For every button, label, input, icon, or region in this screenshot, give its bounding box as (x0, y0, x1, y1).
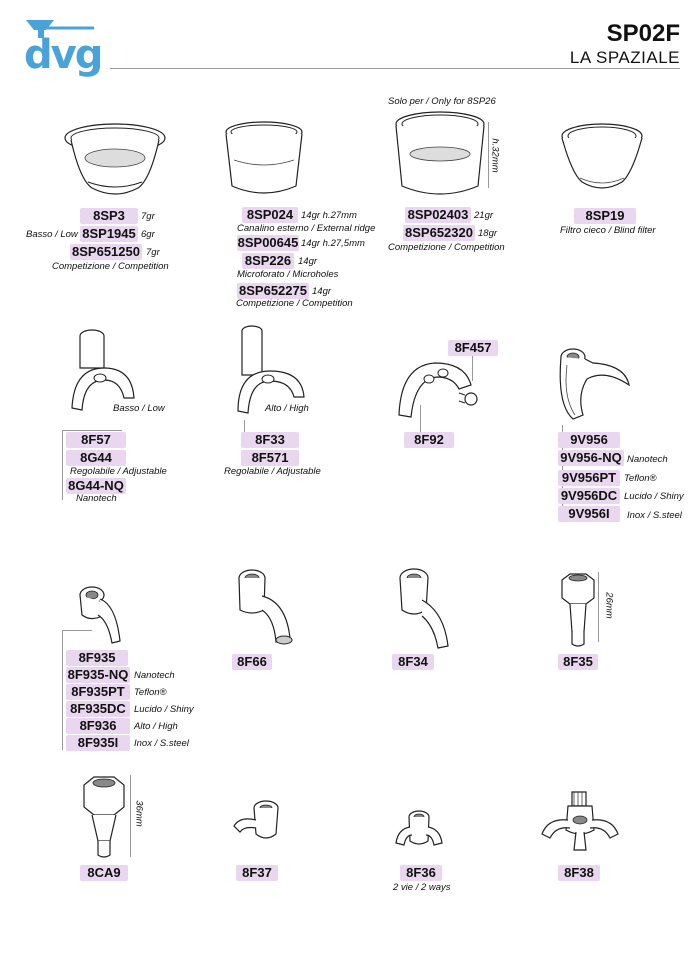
bracket-line (62, 430, 63, 500)
note-blind-filter: Filtro cieco / Blind filter (560, 225, 656, 236)
dim-h32: h.32mm (489, 138, 501, 173)
code-8f571[interactable]: 8F571 (241, 450, 299, 466)
note-inox-2: Inox / S.steel (134, 738, 189, 749)
note-adjustable-1: Regolabile / Adjustable (70, 466, 167, 477)
filter-basket-icon (392, 110, 488, 206)
two-way-spout-icon (392, 805, 446, 855)
code-8f36[interactable]: 8F36 (400, 865, 442, 881)
code-8g44[interactable]: 8G44 (66, 450, 126, 466)
code-8sp024[interactable]: 8SP024 (242, 207, 298, 223)
bracket-top (62, 630, 92, 631)
code-8f457[interactable]: 8F457 (448, 340, 498, 356)
spout-icon (230, 798, 290, 846)
note-8sp3: 7gr (141, 211, 155, 222)
code-8f38[interactable]: 8F38 (558, 865, 600, 881)
code-8sp3[interactable]: 8SP3 (80, 208, 138, 224)
note-microholes: Microforato / Microholes (237, 269, 339, 280)
code-8f935-nq[interactable]: 8F935-NQ (67, 667, 129, 682)
note-8sp1945: 6gr (141, 229, 155, 240)
logo-text: dvg (24, 32, 102, 78)
code-8f37[interactable]: 8F37 (236, 865, 278, 881)
note-alto-high-2: Alto / High (134, 721, 178, 732)
filter-basket-icon (60, 120, 170, 205)
note-inox-1: Inox / S.steel (627, 510, 682, 521)
dim-line-26 (598, 572, 599, 642)
note-8sp651250: 7gr (146, 247, 160, 258)
three-way-spout-icon (538, 790, 622, 854)
code-8sp1945[interactable]: 8SP1945 (80, 226, 138, 242)
nut-adapter-icon (558, 572, 598, 652)
code-8f935[interactable]: 8F935 (66, 650, 128, 666)
leader-8f457 (472, 355, 473, 381)
header-divider (110, 68, 680, 69)
dim-26: 26mm (603, 592, 615, 619)
code-8f66[interactable]: 8F66 (232, 654, 272, 670)
code-8sp652320[interactable]: 8SP652320 (403, 225, 475, 241)
code-9v956[interactable]: 9V956 (558, 432, 620, 448)
code-8sp226[interactable]: 8SP226 (242, 253, 294, 269)
spout-icon (392, 566, 456, 654)
code-8sp19[interactable]: 8SP19 (574, 208, 636, 224)
note-shiny-1: Lucido / Shiny (624, 491, 684, 502)
code-8f935i[interactable]: 8F935I (66, 735, 130, 751)
code-8ca9[interactable]: 8CA9 (80, 865, 128, 881)
code-9v956-nq[interactable]: 9V956-NQ (558, 450, 624, 466)
note-8sp226: 14gr (298, 256, 318, 267)
bracket-top (62, 430, 122, 431)
leader-8f92 (420, 405, 421, 433)
code-8sp02403[interactable]: 8SP02403 (405, 207, 471, 223)
note-8sp02403: 21gr (474, 210, 494, 221)
code-8f935pt[interactable]: 8F935PT (66, 684, 130, 700)
nut-adapter-icon (80, 775, 128, 861)
note-basso: Basso / Low (26, 229, 78, 240)
note-alto-high: Alto / High (265, 403, 309, 414)
code-8f936[interactable]: 8F936 (66, 718, 130, 734)
code-9v956i[interactable]: 9V956I (558, 506, 620, 522)
code-8f35[interactable]: 8F35 (558, 654, 598, 670)
page-title: SP02F (606, 20, 680, 47)
note-nanotech-1: Nanotech (76, 493, 117, 504)
code-8f57[interactable]: 8F57 (66, 432, 126, 448)
logo (24, 18, 102, 80)
note-teflon-1: Teflon® (624, 473, 657, 484)
note-nanotech-2: Nanotech (627, 454, 668, 465)
spout-icon (76, 585, 124, 647)
note-competition-3: Competizione / Competition (388, 242, 505, 253)
code-9v956pt[interactable]: 9V956PT (558, 470, 620, 486)
note-nanotech-3: Nanotech (134, 670, 175, 681)
note-8sp00645: 14gr h.27,5mm (301, 238, 365, 249)
code-8sp651250[interactable]: 8SP651250 (70, 244, 142, 260)
code-8sp652275[interactable]: 8SP652275 (237, 283, 309, 299)
spout-icon (232, 566, 300, 650)
note-8sp024: 14gr h.27mm (301, 210, 357, 221)
note-shiny-2: Lucido / Shiny (134, 704, 194, 715)
note-teflon-2: Teflon® (134, 687, 167, 698)
note-only-for: Solo per / Only for 8SP26 (388, 96, 496, 107)
note-adjustable-2: Regolabile / Adjustable (224, 466, 321, 477)
dim-line-36 (130, 775, 131, 857)
note-8sp652320: 18gr (478, 228, 498, 239)
spout-icon (553, 345, 633, 425)
code-8f33[interactable]: 8F33 (241, 432, 299, 448)
note-2-ways: 2 vie / 2 ways (393, 882, 451, 893)
note-8sp652275: 14gr (312, 286, 332, 297)
note-competition-2: Competizione / Competition (236, 298, 353, 309)
note-basso-low: Basso / Low (113, 403, 165, 414)
code-8sp00645[interactable]: 8SP00645 (237, 235, 299, 250)
page-subtitle: LA SPAZIALE (569, 48, 680, 67)
note-ridge: Canalino esterno / External ridge (237, 223, 376, 234)
code-8f935dc[interactable]: 8F935DC (66, 701, 130, 717)
filter-basket-icon (222, 120, 306, 202)
code-9v956dc[interactable]: 9V956DC (558, 488, 620, 504)
code-8f34[interactable]: 8F34 (392, 654, 434, 670)
bracket-line (62, 630, 63, 750)
code-8g44-nq[interactable]: 8G44-NQ (66, 478, 126, 494)
filter-basket-icon (558, 122, 646, 202)
note-competition-1: Competizione / Competition (52, 261, 169, 272)
code-8f92[interactable]: 8F92 (404, 432, 454, 448)
dim-36: 36mm (133, 800, 145, 827)
